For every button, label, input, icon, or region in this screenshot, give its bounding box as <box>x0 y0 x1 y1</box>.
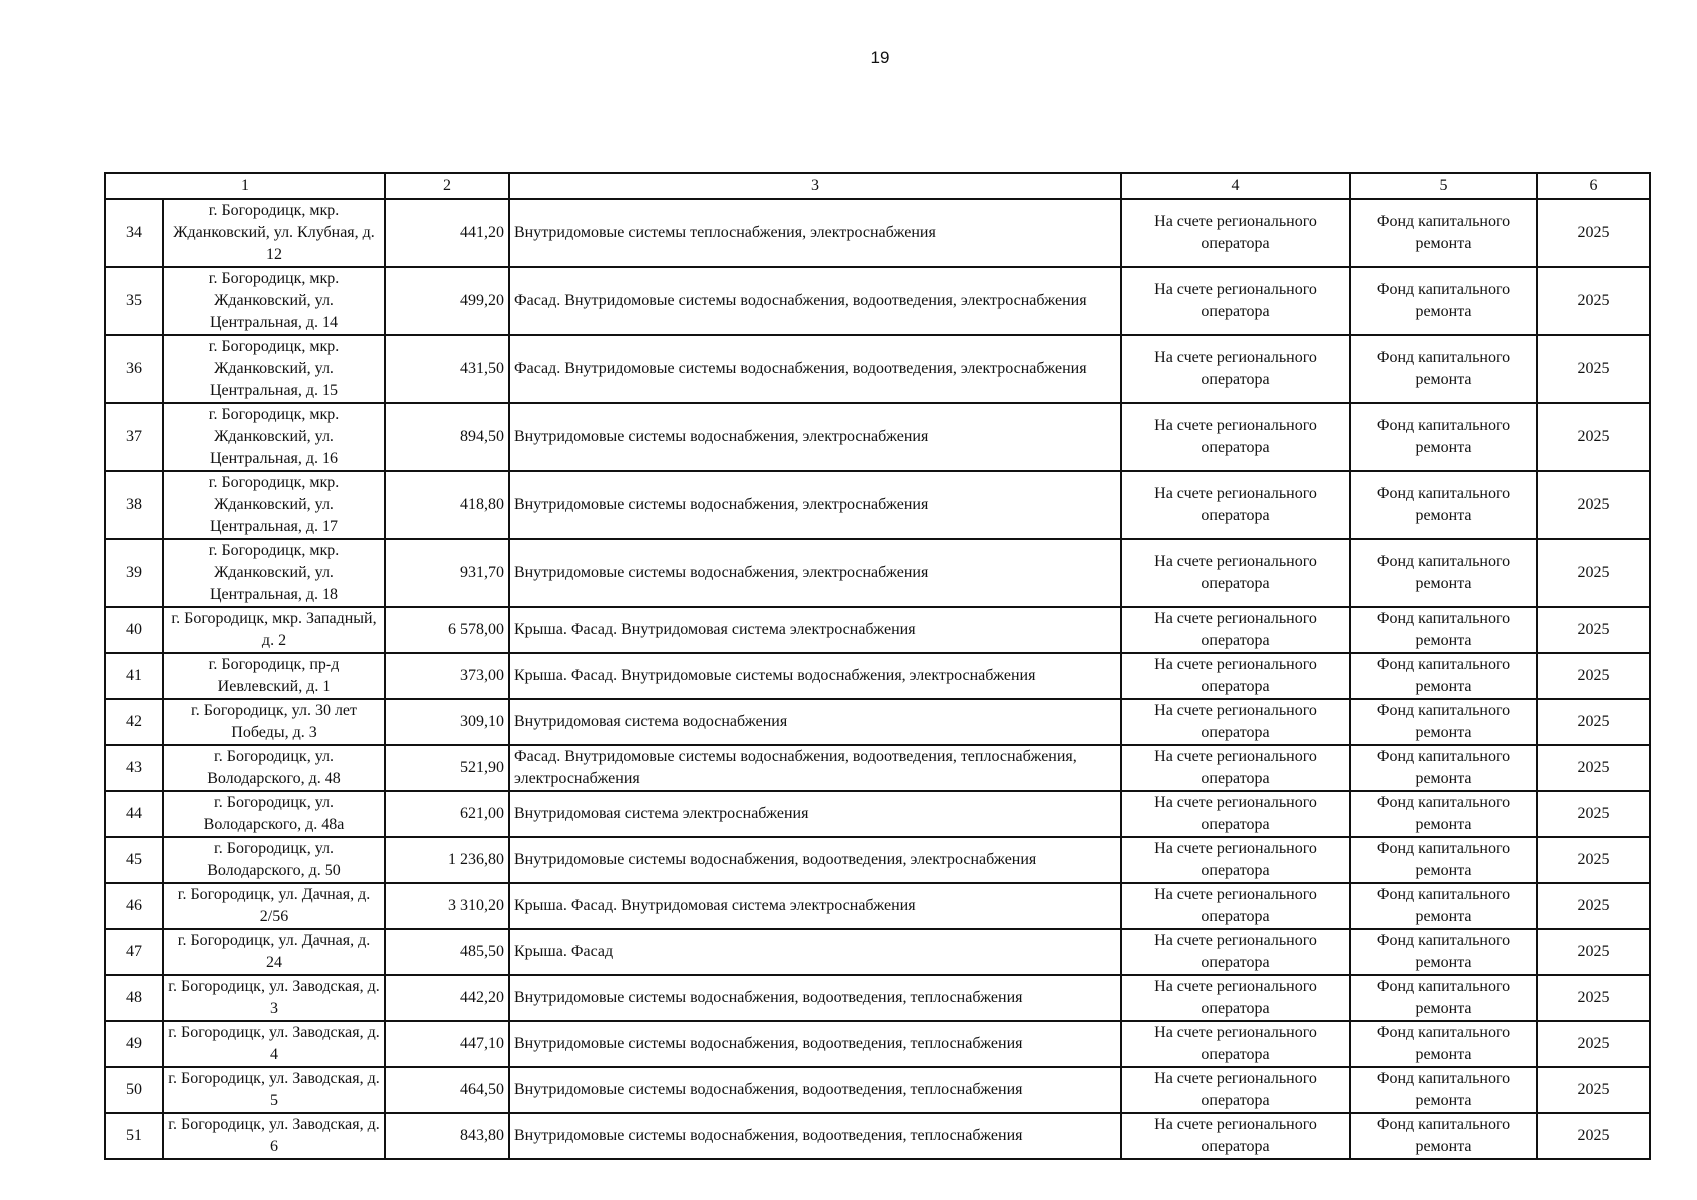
funding-source-cell: Фонд капитального ремонта <box>1350 929 1537 975</box>
column-header-1: 1 <box>105 173 385 199</box>
year-cell: 2025 <box>1537 607 1650 653</box>
address-cell: г. Богородицк, мкр. Жданковский, ул. Клубная, д. 12 <box>163 199 385 267</box>
works-cell: Внутридомовые системы водоснабжения, электроснабжения <box>509 539 1121 607</box>
funding-source-cell: Фонд капитального ремонта <box>1350 1067 1537 1113</box>
address-cell: г. Богородицк, ул. Володарского, д. 50 <box>163 837 385 883</box>
funding-source-cell: Фонд капитального ремонта <box>1350 975 1537 1021</box>
address-cell: г. Богородицк, мкр. Жданковский, ул. Центральная, д. 17 <box>163 471 385 539</box>
account-cell: На счете регионального оператора <box>1121 883 1350 929</box>
row-number: 51 <box>105 1113 163 1159</box>
funding-source-cell: Фонд капитального ремонта <box>1350 199 1537 267</box>
year-cell: 2025 <box>1537 653 1650 699</box>
row-number: 48 <box>105 975 163 1021</box>
works-cell: Внутридомовая система электроснабжения <box>509 791 1121 837</box>
works-cell: Внутридомовые системы водоснабжения, водоотведения, теплоснабжения <box>509 975 1121 1021</box>
account-cell: На счете регионального оператора <box>1121 1067 1350 1113</box>
funding-source-cell: Фонд капитального ремонта <box>1350 403 1537 471</box>
funding-source-cell: Фонд капитального ремонта <box>1350 745 1537 791</box>
account-cell: На счете регионального оператора <box>1121 471 1350 539</box>
area-cell: 6 578,00 <box>385 607 509 653</box>
page-number: 19 <box>870 48 890 67</box>
area-cell: 464,50 <box>385 1067 509 1113</box>
year-cell: 2025 <box>1537 745 1650 791</box>
account-cell: На счете регионального оператора <box>1121 539 1350 607</box>
funding-source-cell: Фонд капитального ремонта <box>1350 653 1537 699</box>
year-cell: 2025 <box>1537 199 1650 267</box>
year-cell: 2025 <box>1537 1067 1650 1113</box>
table-row <box>105 539 1650 607</box>
table-row <box>105 607 1650 653</box>
row-number: 39 <box>105 539 163 607</box>
address-cell: г. Богородицк, ул. Заводская, д. 6 <box>163 1113 385 1159</box>
year-cell: 2025 <box>1537 699 1650 745</box>
table-row <box>105 653 1650 699</box>
area-cell: 373,00 <box>385 653 509 699</box>
table-row <box>105 975 1650 1021</box>
year-cell: 2025 <box>1537 837 1650 883</box>
account-cell: На счете регионального оператора <box>1121 837 1350 883</box>
table-row <box>105 745 1650 791</box>
account-cell: На счете регионального оператора <box>1121 929 1350 975</box>
funding-source-cell: Фонд капитального ремонта <box>1350 267 1537 335</box>
area-cell: 521,90 <box>385 745 509 791</box>
funding-source-cell: Фонд капитального ремонта <box>1350 883 1537 929</box>
account-cell: На счете регионального оператора <box>1121 1021 1350 1067</box>
address-cell: г. Богородицк, ул. 30 лет Победы, д. 3 <box>163 699 385 745</box>
address-cell: г. Богородицк, мкр. Жданковский, ул. Центральная, д. 16 <box>163 403 385 471</box>
address-cell: г. Богородицк, ул. Заводская, д. 3 <box>163 975 385 1021</box>
funding-source-cell: Фонд капитального ремонта <box>1350 335 1537 403</box>
area-cell: 309,10 <box>385 699 509 745</box>
table-row <box>105 267 1650 335</box>
row-number: 46 <box>105 883 163 929</box>
area-cell: 441,20 <box>385 199 509 267</box>
column-header-3: 3 <box>509 173 1121 199</box>
year-cell: 2025 <box>1537 267 1650 335</box>
row-number: 50 <box>105 1067 163 1113</box>
row-number: 41 <box>105 653 163 699</box>
address-cell: г. Богородицк, ул. Дачная, д. 2/56 <box>163 883 385 929</box>
year-cell: 2025 <box>1537 1021 1650 1067</box>
address-cell: г. Богородицк, мкр. Жданковский, ул. Центральная, д. 14 <box>163 267 385 335</box>
funding-source-cell: Фонд капитального ремонта <box>1350 837 1537 883</box>
address-cell: г. Богородицк, ул. Володарского, д. 48 <box>163 745 385 791</box>
funding-source-cell: Фонд капитального ремонта <box>1350 607 1537 653</box>
row-number: 44 <box>105 791 163 837</box>
repair-schedule-table <box>104 172 1651 1160</box>
area-cell: 499,20 <box>385 267 509 335</box>
works-cell: Внутридомовые системы теплоснабжения, электроснабжения <box>509 199 1121 267</box>
funding-source-cell: Фонд капитального ремонта <box>1350 699 1537 745</box>
column-number-row <box>105 173 1650 199</box>
year-cell: 2025 <box>1537 539 1650 607</box>
funding-source-cell: Фонд капитального ремонта <box>1350 1113 1537 1159</box>
year-cell: 2025 <box>1537 335 1650 403</box>
area-cell: 447,10 <box>385 1021 509 1067</box>
works-cell: Фасад. Внутридомовые системы водоснабжения, водоотведения, электроснабжения <box>509 267 1121 335</box>
funding-source-cell: Фонд капитального ремонта <box>1350 791 1537 837</box>
row-number: 49 <box>105 1021 163 1067</box>
table-row <box>105 199 1650 267</box>
row-number: 47 <box>105 929 163 975</box>
area-cell: 894,50 <box>385 403 509 471</box>
account-cell: На счете регионального оператора <box>1121 403 1350 471</box>
account-cell: На счете регионального оператора <box>1121 653 1350 699</box>
account-cell: На счете регионального оператора <box>1121 607 1350 653</box>
works-cell: Внутридомовые системы водоснабжения, водоотведения, теплоснабжения <box>509 1021 1121 1067</box>
table-row <box>105 1067 1650 1113</box>
column-header-6: 6 <box>1537 173 1650 199</box>
address-cell: г. Богородицк, мкр. Жданковский, ул. Центральная, д. 15 <box>163 335 385 403</box>
works-cell: Внутридомовые системы водоснабжения, водоотведения, электроснабжения <box>509 837 1121 883</box>
address-cell: г. Богородицк, ул. Дачная, д. 24 <box>163 929 385 975</box>
area-cell: 431,50 <box>385 335 509 403</box>
area-cell: 931,70 <box>385 539 509 607</box>
funding-source-cell: Фонд капитального ремонта <box>1350 471 1537 539</box>
works-cell: Крыша. Фасад. Внутридомовая система электроснабжения <box>509 607 1121 653</box>
year-cell: 2025 <box>1537 929 1650 975</box>
address-cell: г. Богородицк, мкр. Западный, д. 2 <box>163 607 385 653</box>
area-cell: 442,20 <box>385 975 509 1021</box>
funding-source-cell: Фонд капитального ремонта <box>1350 1021 1537 1067</box>
address-cell: г. Богородицк, ул. Володарского, д. 48а <box>163 791 385 837</box>
works-cell: Внутридомовые системы водоснабжения, водоотведения, теплоснабжения <box>509 1113 1121 1159</box>
row-number: 45 <box>105 837 163 883</box>
year-cell: 2025 <box>1537 1113 1650 1159</box>
table-row <box>105 791 1650 837</box>
year-cell: 2025 <box>1537 471 1650 539</box>
row-number: 43 <box>105 745 163 791</box>
table-body <box>105 199 1650 1159</box>
works-cell: Внутридомовая система водоснабжения <box>509 699 1121 745</box>
account-cell: На счете регионального оператора <box>1121 199 1350 267</box>
account-cell: На счете регионального оператора <box>1121 699 1350 745</box>
area-cell: 843,80 <box>385 1113 509 1159</box>
address-cell: г. Богородицк, пр-д Иевлевский, д. 1 <box>163 653 385 699</box>
table-row <box>105 1021 1650 1067</box>
works-cell: Фасад. Внутридомовые системы водоснабжения, водоотведения, электроснабжения <box>509 335 1121 403</box>
works-cell: Внутридомовые системы водоснабжения, электроснабжения <box>509 471 1121 539</box>
column-header-2: 2 <box>385 173 509 199</box>
address-cell: г. Богородицк, ул. Заводская, д. 5 <box>163 1067 385 1113</box>
works-cell: Крыша. Фасад. Внутридомовая система электроснабжения <box>509 883 1121 929</box>
table-row <box>105 335 1650 403</box>
row-number: 40 <box>105 607 163 653</box>
year-cell: 2025 <box>1537 791 1650 837</box>
table-row <box>105 837 1650 883</box>
row-number: 38 <box>105 471 163 539</box>
account-cell: На счете регионального оператора <box>1121 335 1350 403</box>
account-cell: На счете регионального оператора <box>1121 975 1350 1021</box>
account-cell: На счете регионального оператора <box>1121 267 1350 335</box>
table-row <box>105 883 1650 929</box>
row-number: 35 <box>105 267 163 335</box>
works-cell: Крыша. Фасад <box>509 929 1121 975</box>
works-cell: Внутридомовые системы водоснабжения, электроснабжения <box>509 403 1121 471</box>
address-cell: г. Богородицк, ул. Заводская, д. 4 <box>163 1021 385 1067</box>
year-cell: 2025 <box>1537 883 1650 929</box>
table-row <box>105 471 1650 539</box>
row-number: 37 <box>105 403 163 471</box>
table-row <box>105 403 1650 471</box>
funding-source-cell: Фонд капитального ремонта <box>1350 539 1537 607</box>
works-cell: Фасад. Внутридомовые системы водоснабжения, водоотведения, теплоснабжения, электроснабжения <box>509 745 1121 791</box>
account-cell: На счете регионального оператора <box>1121 745 1350 791</box>
row-number: 34 <box>105 199 163 267</box>
row-number: 42 <box>105 699 163 745</box>
account-cell: На счете регионального оператора <box>1121 791 1350 837</box>
table-row <box>105 1113 1650 1159</box>
account-cell: На счете регионального оператора <box>1121 1113 1350 1159</box>
address-cell: г. Богородицк, мкр. Жданковский, ул. Центральная, д. 18 <box>163 539 385 607</box>
area-cell: 1 236,80 <box>385 837 509 883</box>
table-row <box>105 929 1650 975</box>
works-cell: Внутридомовые системы водоснабжения, водоотведения, теплоснабжения <box>509 1067 1121 1113</box>
row-number: 36 <box>105 335 163 403</box>
column-header-5: 5 <box>1350 173 1537 199</box>
area-cell: 418,80 <box>385 471 509 539</box>
column-header-4: 4 <box>1121 173 1350 199</box>
area-cell: 485,50 <box>385 929 509 975</box>
year-cell: 2025 <box>1537 403 1650 471</box>
area-cell: 621,00 <box>385 791 509 837</box>
year-cell: 2025 <box>1537 975 1650 1021</box>
works-cell: Крыша. Фасад. Внутридомовые системы водоснабжения, электроснабжения <box>509 653 1121 699</box>
table-row <box>105 699 1650 745</box>
area-cell: 3 310,20 <box>385 883 509 929</box>
